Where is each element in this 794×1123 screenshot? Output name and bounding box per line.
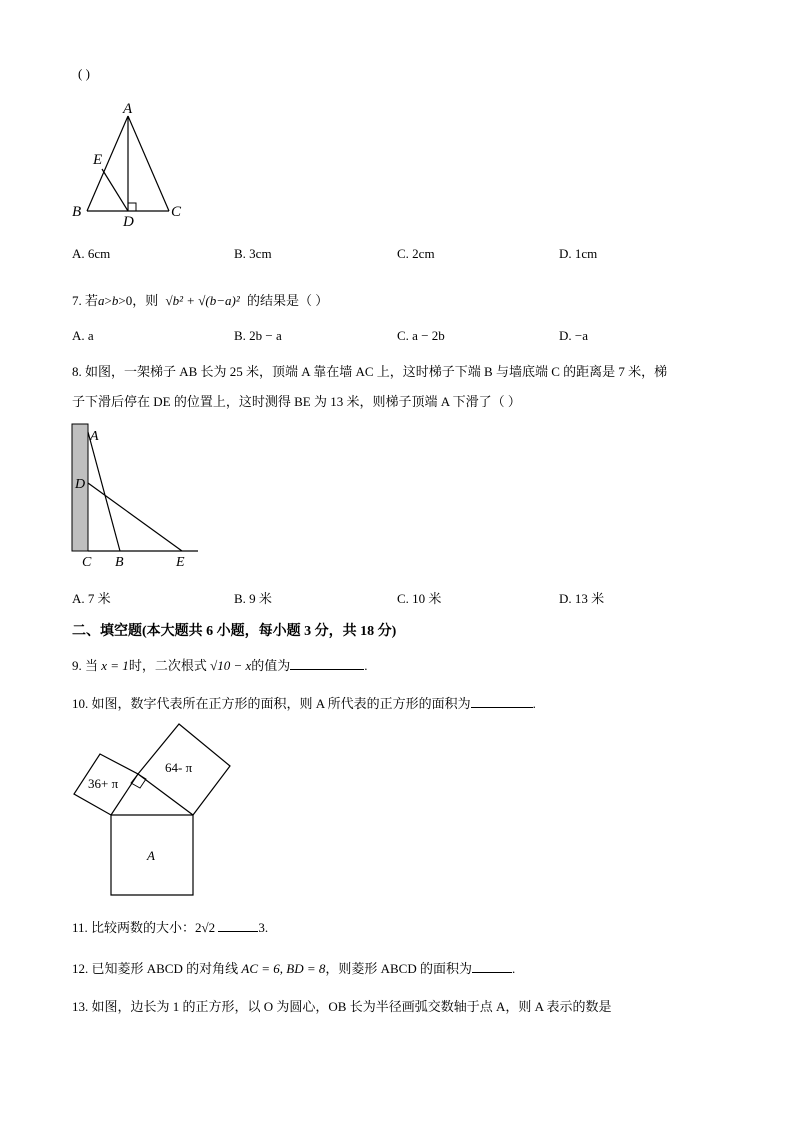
q11-text: 11. 比较两数的大小：: [72, 920, 196, 935]
label-right: 64- π: [165, 760, 193, 775]
q7-option-b[interactable]: B. 2b − a: [234, 328, 282, 343]
label-d: D: [75, 477, 86, 492]
q7-option-c[interactable]: C. a − 2b: [397, 328, 445, 343]
q7-stem: [72, 290, 328, 309]
q9-answer-blank[interactable]: [290, 669, 364, 670]
label-a: A: [90, 429, 99, 444]
q9-period: .: [364, 658, 368, 673]
label-e: E: [93, 152, 103, 168]
q9-stem: [72, 655, 368, 674]
q12-tail: ，则菱形 ABCD 的面积为: [325, 961, 472, 976]
right-angle-mark: [128, 203, 136, 211]
q8-stem-line2: 子下滑后停在 DE 的位置上，这时测得 BE 为 13 米，则梯子顶端 A 下滑了（ ）: [72, 394, 521, 409]
q7-option-a[interactable]: A. a: [72, 328, 94, 343]
q6-option-c[interactable]: C. 2cm: [397, 246, 435, 261]
q7-option-d[interactable]: D. −a: [559, 328, 588, 343]
q12-answer-blank[interactable]: [472, 972, 512, 973]
q11-period: .: [264, 920, 269, 935]
segment-ed: [102, 169, 128, 211]
label-c: C: [171, 204, 182, 220]
q11-stem: [72, 917, 268, 936]
q12-stem: [72, 958, 515, 977]
q9-expression: √10 − x: [210, 658, 252, 673]
q10-squares-figure: [68, 718, 238, 900]
label-c: C: [82, 555, 92, 570]
q8-option-d[interactable]: D. 13 米: [559, 591, 605, 606]
q7-expression: √b² + √(b−a)²: [165, 293, 240, 308]
ladder-ab: [88, 432, 120, 551]
q6-option-a[interactable]: A. 6cm: [72, 246, 111, 261]
q12-period: .: [512, 961, 516, 976]
q6-triangle-figure: [60, 96, 200, 228]
label-e: E: [176, 555, 185, 570]
q6-option-b[interactable]: B. 3cm: [234, 246, 272, 261]
q9-tail: 的值为: [251, 658, 291, 673]
q11-three: 3: [258, 920, 265, 935]
q12-text: 12. 已知菱形 ABCD 的对角线: [72, 961, 239, 976]
label-b: B: [72, 204, 82, 220]
q11-expression: 2√2: [195, 920, 216, 935]
section-title: 二、填空题(本大题共 6 小题，每小题 3 分，共 18 分): [72, 624, 397, 639]
label-d: D: [123, 214, 134, 228]
q7-gt: >: [104, 293, 112, 308]
q10-answer-blank[interactable]: [471, 707, 533, 708]
label-left: 36+ π: [88, 776, 119, 791]
label-b: B: [115, 555, 124, 570]
q7-gt0: >0，则: [118, 293, 159, 308]
ladder-de: [88, 483, 182, 551]
q6-answer-paren: ( ): [78, 66, 90, 81]
q11-answer-blank[interactable]: [218, 931, 258, 932]
q7-tail: 的结果是（ ）: [246, 293, 329, 308]
q7-var-b: b: [111, 293, 119, 308]
q8-option-b[interactable]: B. 9 米: [234, 591, 272, 606]
q7-var-a: a: [98, 293, 105, 308]
q8-ladder-figure: [62, 420, 212, 572]
q10-period: .: [532, 696, 536, 711]
q8-option-c[interactable]: C. 10 米: [397, 591, 442, 606]
q10-stem: [72, 693, 536, 712]
q8-option-a[interactable]: A. 7 米: [72, 591, 111, 606]
label-a: A: [147, 848, 155, 863]
side-ac: [128, 116, 169, 211]
q9-mid: 时，二次根式: [128, 658, 207, 673]
q12-expression: AC = 6, BD = 8: [241, 961, 326, 976]
q7-number: 7. 若: [72, 293, 99, 308]
q6-option-d[interactable]: D. 1cm: [559, 246, 598, 261]
q8-stem-line1: 8. 如图，一架梯子 AB 长为 25 米，顶端 A 靠在墙 AC 上，这时梯子下端 B 与墙底端 C 的距离是 7 米，梯: [72, 364, 668, 379]
q13-stem: 13. 如图，边长为 1 的正方形，以 O 为圆心，OB 长为半径画弧交数轴于点 A，则 A 表示的数是: [72, 999, 612, 1014]
q9-number: 9. 当: [72, 658, 99, 673]
q9-condition: x = 1: [101, 658, 129, 673]
q10-text: 10. 如图，数字代表所在正方形的面积，则 A 所代表的正方形的面积为: [72, 696, 471, 711]
label-a: A: [123, 101, 133, 117]
